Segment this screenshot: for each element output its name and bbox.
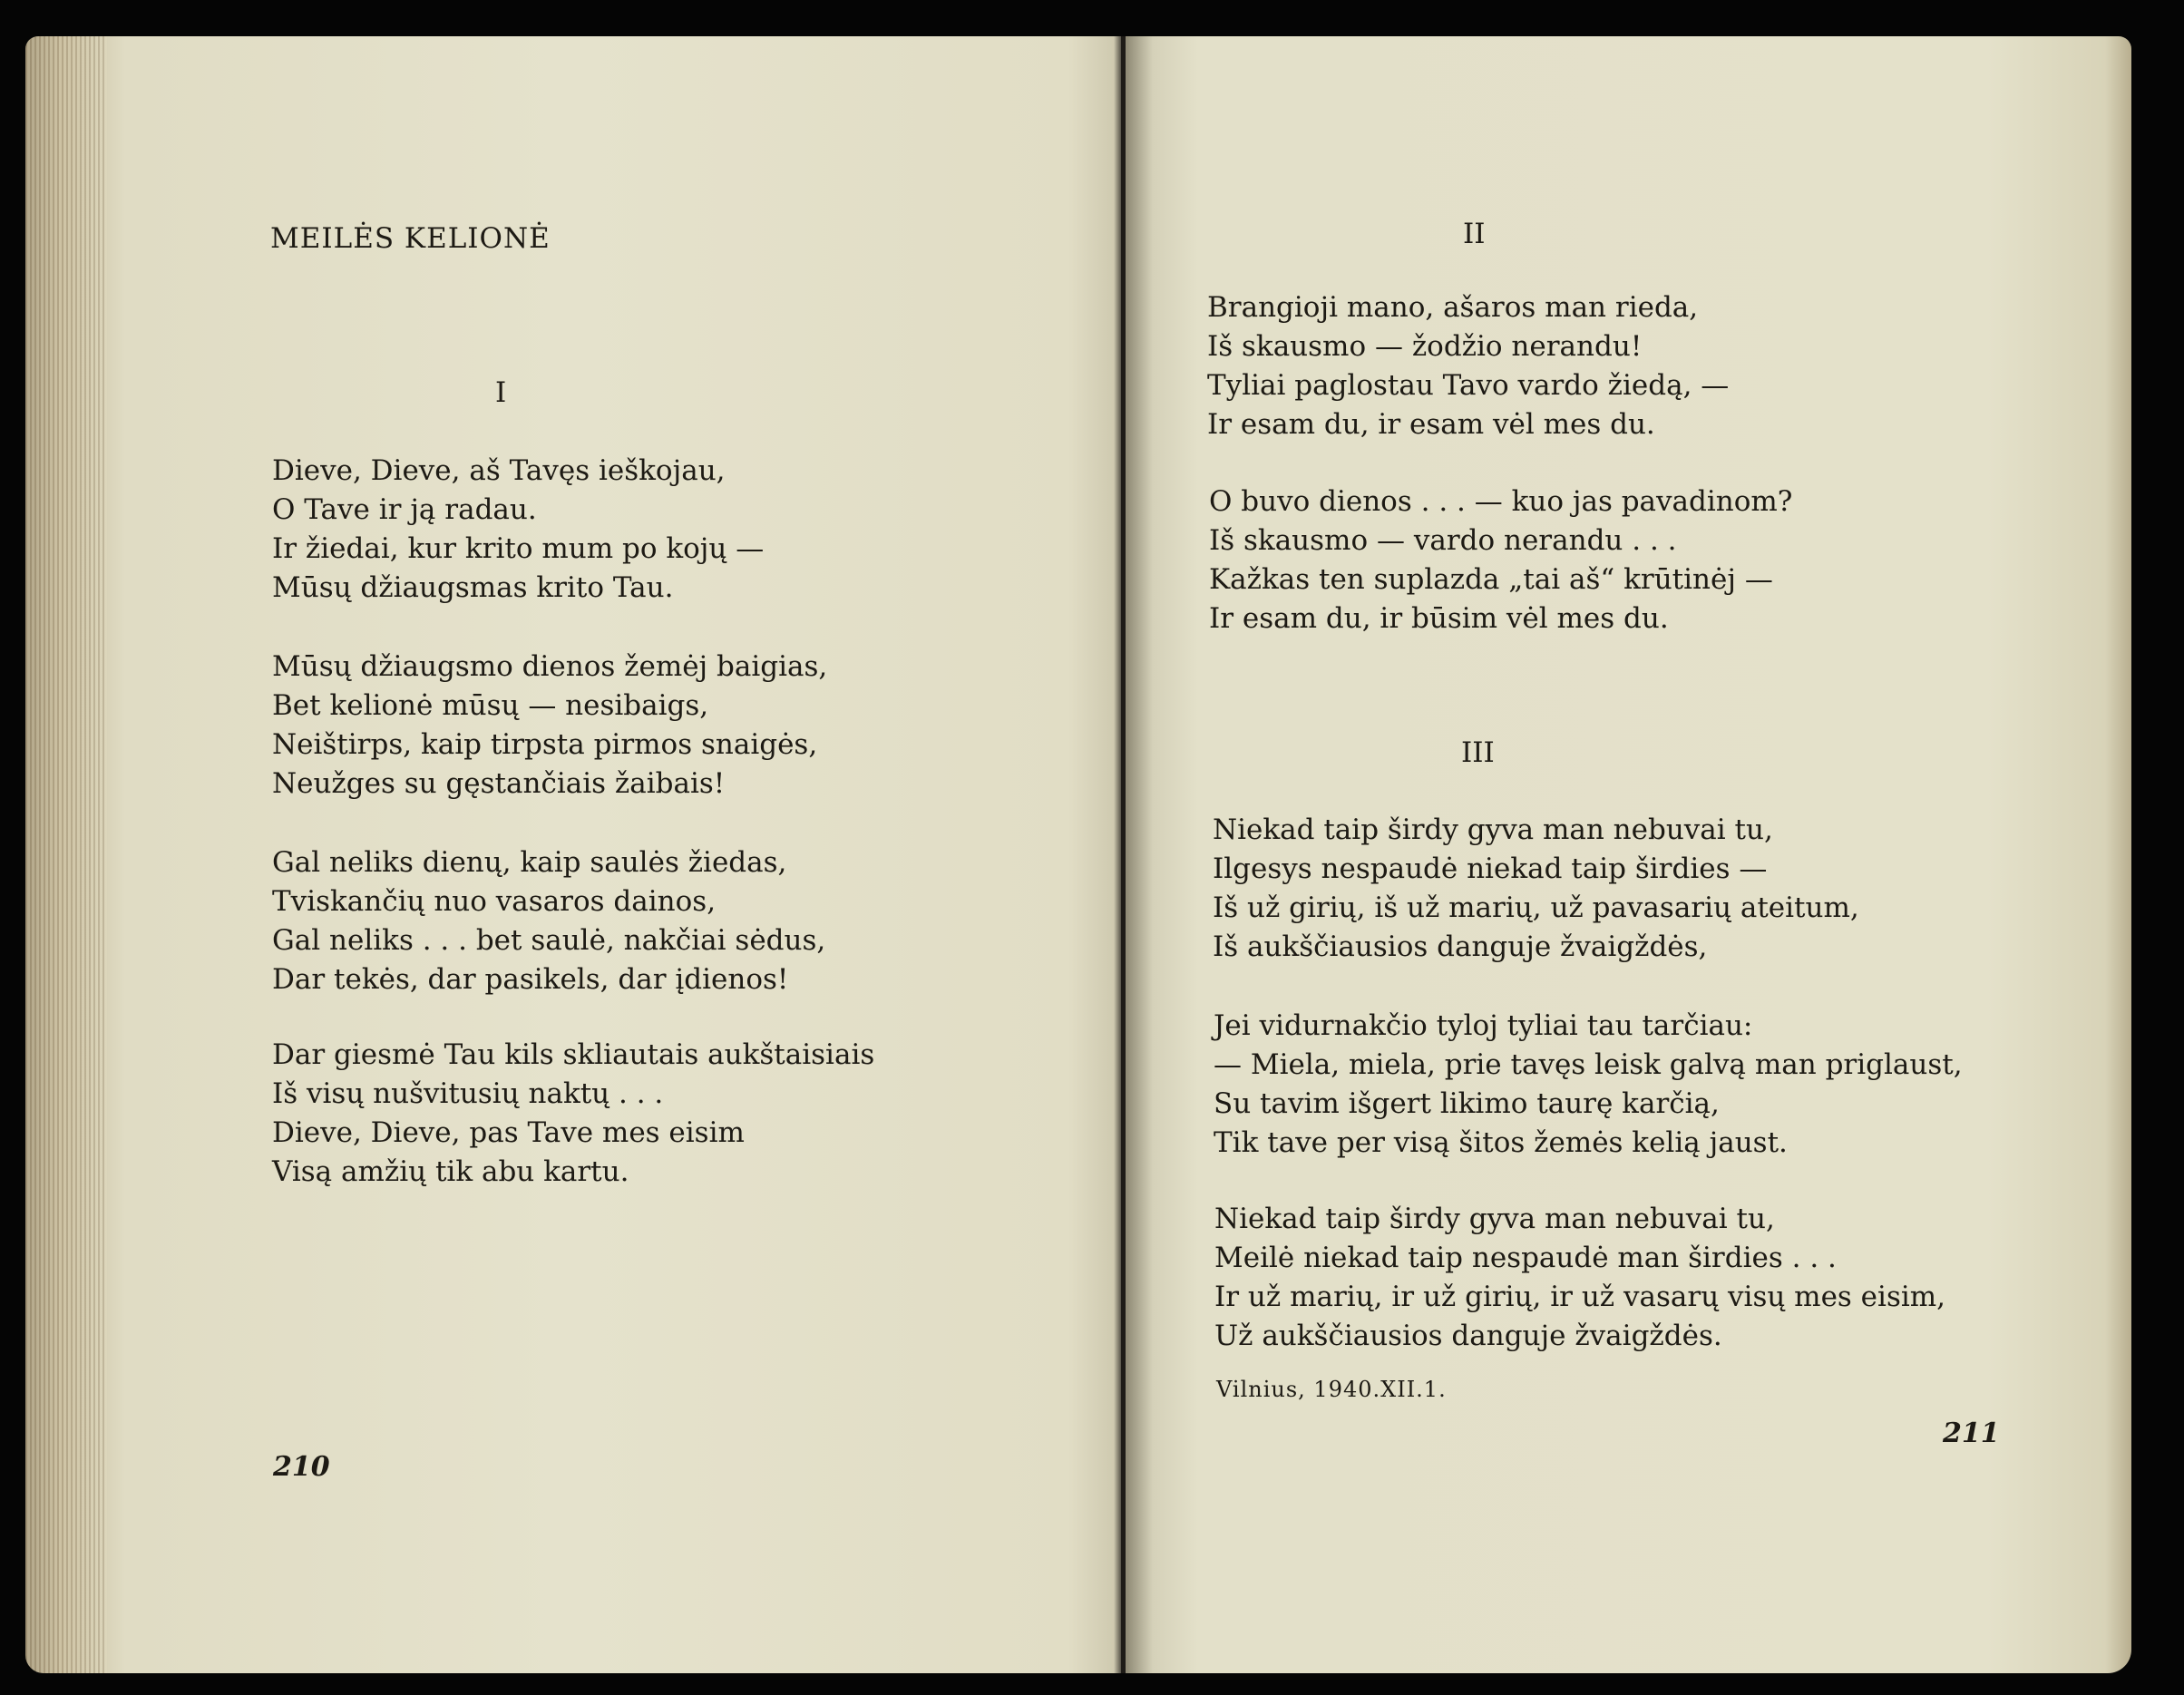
verse-line: Gal neliks dienų, kaip saulės žiedas, [272,846,787,879]
stanza-2-2 [1209,482,1792,638]
verse-line: Iš aukščiausios danguje žvaigždės, [1213,930,1708,963]
verse-line: — Miela, miela, prie tavęs leisk galvą man priglaust, [1214,1048,1963,1081]
section-heading-2: II [1463,218,1486,250]
verse-line: Ir esam du, ir būsim vėl mes du. [1209,602,1669,635]
verse-line: Dieve, Dieve, pas Tave mes eisim [272,1116,745,1149]
verse-line: Ir už marių, ir už girių, ir už vasarų visų mes eisim, [1214,1281,1946,1313]
verse-line: Už aukščiausios danguje žvaigždės. [1214,1320,1722,1352]
verse-line: Tviskančių nuo vasaros dainos, [272,885,717,918]
verse-line: O Tave ir ją radau. [272,493,537,526]
verse-line: Iš už girių, iš už marių, už pavasarių ateitum, [1213,891,1859,924]
section-heading-1: I [495,376,507,409]
verse-line: Dar giesmė Tau kils skliautais aukštaisiais [272,1038,875,1071]
verse-line: Mūsų džiaugsmo dienos žemėj baigias, [272,650,828,683]
verse-line: Neužges su gęstančiais žaibais! [272,767,726,800]
verse-line: Niekad taip širdy gyva man nebuvai tu, [1213,813,1773,846]
verse-line: Neištirps, kaip tirpsta pirmos snaigės, [272,728,818,761]
open-book [25,36,2131,1673]
stanza-3-2 [1214,1007,1963,1163]
verse-line: Ilgesys nespaudė niekad taip širdies — [1213,852,1768,885]
verse-line: Dar tekės, dar pasikels, dar įdienos! [272,963,789,996]
verse-line: Iš skausmo — vardo nerandu . . . [1209,524,1677,557]
section-heading-3: III [1461,736,1495,769]
verse-line: Mūsų džiaugsmas krito Tau. [272,571,674,604]
page-number-left: 210 [273,1451,330,1483]
stanza-1-1 [272,452,764,608]
verse-line: Meilė niekad taip nespaudė man širdies . . . [1214,1242,1837,1274]
verse-line: Jei vidurnakčio tyloj tyliai tau tarčiau: [1214,1009,1753,1042]
stanza-3-3 [1214,1200,1945,1356]
verse-line: O buvo dienos . . . — kuo jas pavadinom? [1209,485,1793,518]
verse-line: Iš skausmo — žodžio nerandu! [1207,330,1643,363]
verse-line: Bet kelionė mūsų — nesibaigs, [272,689,709,722]
verse-line: Tik tave per visą šitos žemės kelią jaust. [1214,1126,1788,1159]
verse-line: Iš visų nušvitusių naktų . . . [272,1077,664,1110]
stanza-1-3 [272,843,825,999]
verse-line: Ir esam du, ir esam vėl mes du. [1207,408,1655,441]
stanza-1-2 [272,648,827,804]
verse-line: Gal neliks . . . bet saulė, nakčiai sėdus, [272,924,826,957]
left-page [25,36,1123,1673]
verse-line: Kažkas ten suplazda „tai aš“ krūtinėj — [1209,563,1773,596]
place-date: Vilnius, 1940.XII.1. [1216,1377,1447,1402]
verse-line: Tyliai paglostau Tavo vardo žiedą, — [1207,369,1730,402]
stanza-3-1 [1213,811,1859,967]
verse-line: Su tavim išgert likimo taurę karčią, [1214,1087,1720,1120]
verse-line: Visą amžių tik abu kartu. [272,1155,629,1188]
stanza-2-1 [1207,288,1729,444]
right-page [1126,36,2131,1673]
page-number-right: 211 [1943,1417,2000,1449]
verse-line: Niekad taip širdy gyva man nebuvai tu, [1214,1203,1775,1235]
stanza-1-4 [272,1036,874,1192]
verse-line: Dieve, Dieve, aš Tavęs ieškojau, [272,454,726,487]
page-edges [25,36,107,1673]
poem-title: MEILĖS KELIONĖ [270,222,551,255]
verse-line: Ir žiedai, kur krito mum po kojų — [272,532,765,565]
verse-line: Brangioji mano, ašaros man rieda, [1207,291,1699,324]
